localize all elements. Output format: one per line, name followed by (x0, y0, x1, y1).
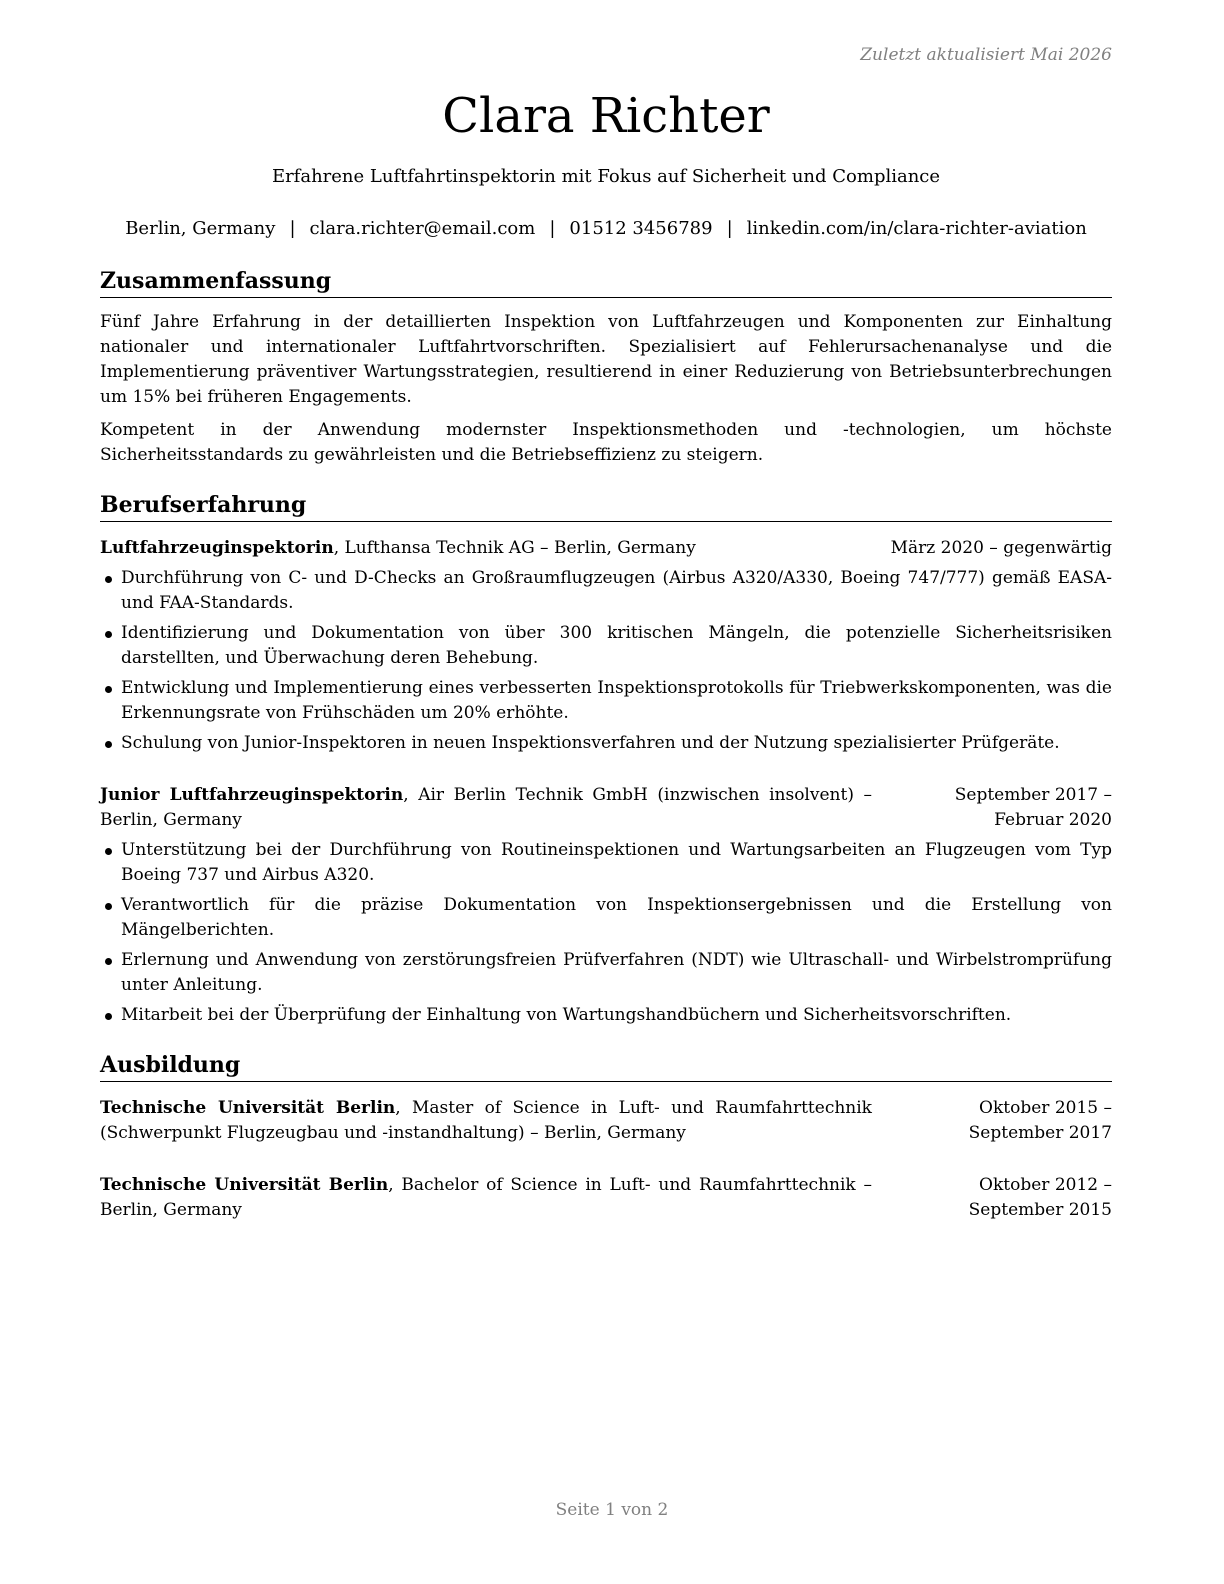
job-bullet: Entwicklung und Implementierung eines verbesserten Inspektionsprotokolls für Triebwerkskomponenten, was die Erkennungsrate von Frühschäden um 20% erhöhte. (100, 676, 1112, 726)
contact-phone: 01512 3456789 (569, 218, 713, 239)
experience-section (100, 490, 1112, 1028)
education-school: Technische Universität Berlin (100, 1098, 396, 1118)
contact-separator: | (726, 218, 733, 239)
education-section (100, 1050, 1112, 1223)
education-title-line (100, 1173, 882, 1223)
resume-page (100, 40, 1112, 1223)
page-number: Seite 1 von 2 (555, 1500, 669, 1520)
job-title-line (100, 783, 882, 833)
job-entry (100, 536, 1112, 756)
education-entry (100, 1173, 1112, 1223)
education-dates: Oktober 2015 – September 2017 (968, 1098, 1112, 1143)
job-bullet: Verantwortlich für die präzise Dokumentation von Inspektionsergebnissen und die Erstellung von Mängelberichten. (100, 893, 1112, 943)
education-detail: , Bachelor of Science in Luft- und Raumfahrttechnik – Berlin, Germany (100, 1175, 872, 1220)
education-header (100, 1096, 1112, 1146)
section-title-summary: Zusammenfassung (100, 266, 1112, 298)
section-title-education: Ausbildung (100, 1050, 1112, 1082)
summary-paragraph: Kompetent in der Anwendung modernster Inspektionsmethoden und -technologien, um höchste Sicherheitsstandards zu gewährleisten und die Betriebseffizienz zu steigern. (100, 420, 1112, 465)
job-company: , Lufthansa Technik AG – Berlin, Germany (333, 538, 696, 558)
job-entry (100, 783, 1112, 1028)
job-title-line (100, 536, 891, 561)
education-dates: Oktober 2012 – September 2015 (968, 1175, 1112, 1220)
contact-location: Berlin, Germany (125, 218, 276, 239)
education-detail: , Master of Science in Luft- und Raumfahrttechnik (Schwerpunkt Flugzeugbau und -instandhaltung) – Berlin, Germany (100, 1098, 872, 1143)
education-entry (100, 1096, 1112, 1146)
job-bullet: Schulung von Junior-Inspektoren in neuen Inspektionsverfahren und der Nutzung spezialisierter Prüfgeräte. (100, 731, 1112, 756)
section-title-experience: Berufserfahrung (100, 490, 1112, 522)
summary-paragraph: Fünf Jahre Erfahrung in der detaillierten Inspektion von Luftfahrzeugen und Komponenten zur Einhaltung nationaler und internationaler Luftfahrtvorschriften. Spezialisiert auf Fehlerursachenanalyse und die Implementierung präventiver Wartungsstrategien, resultierend in einer Reduzierung von Betriebsunterbrechungen um 15% bei früheren Engagements. (100, 312, 1112, 407)
job-bullet: Mitarbeit bei der Überprüfung der Einhaltung von Wartungshandbüchern und Sicherheitsvorschriften. (100, 1003, 1112, 1028)
job-bullets (100, 838, 1112, 1028)
job-bullet: Identifizierung und Dokumentation von über 300 kritischen Mängeln, die potenzielle Sicherheitsrisiken darstellten, und Überwachung deren Behebung. (100, 621, 1112, 671)
education-school: Technische Universität Berlin (100, 1175, 389, 1195)
job-bullets (100, 566, 1112, 756)
job-role: Junior Luftfahrzeuginspektorin (100, 785, 404, 805)
job-header (100, 783, 1112, 833)
contact-linkedin[interactable]: linkedin.com/in/clara-richter-aviation (746, 218, 1087, 239)
contact-email[interactable]: clara.richter@email.com (309, 218, 536, 239)
job-bullet: Erlernung und Anwendung von zerstörungsfreien Prüfverfahren (NDT) wie Ultraschall- und Wirbelstromprüfung unter Anleitung. (100, 948, 1112, 998)
job-role: Luftfahrzeuginspektorin (100, 538, 334, 558)
last-updated: Zuletzt aktualisiert Mai 2026 (860, 45, 1112, 65)
job-dates: September 2017 – Februar 2020 (954, 785, 1112, 830)
job-dates: März 2020 – gegenwärtig (890, 538, 1112, 558)
contact-separator: | (549, 218, 556, 239)
job-company: , Air Berlin Technik GmbH (inzwischen insolvent) – Berlin, Germany (100, 785, 872, 830)
education-header (100, 1173, 1112, 1223)
candidate-name: Clara Richter (442, 88, 770, 144)
summary-section (100, 266, 1112, 468)
education-title-line (100, 1096, 882, 1146)
job-bullet: Durchführung von C- und D-Checks an Großraumflugzeugen (Airbus A320/A330, Boeing 747/777) gemäß EASA- und FAA-Standards. (100, 566, 1112, 616)
contact-line (100, 214, 1112, 244)
contact-separator: | (289, 218, 296, 239)
job-header (100, 536, 1112, 561)
tagline: Erfahrene Luftfahrtinspektorin mit Fokus auf Sicherheit und Compliance (271, 166, 941, 187)
job-bullet: Unterstützung bei der Durchführung von Routineinspektionen und Wartungsarbeiten an Flugzeugen vom Typ Boeing 737 und Airbus A320. (100, 838, 1112, 888)
